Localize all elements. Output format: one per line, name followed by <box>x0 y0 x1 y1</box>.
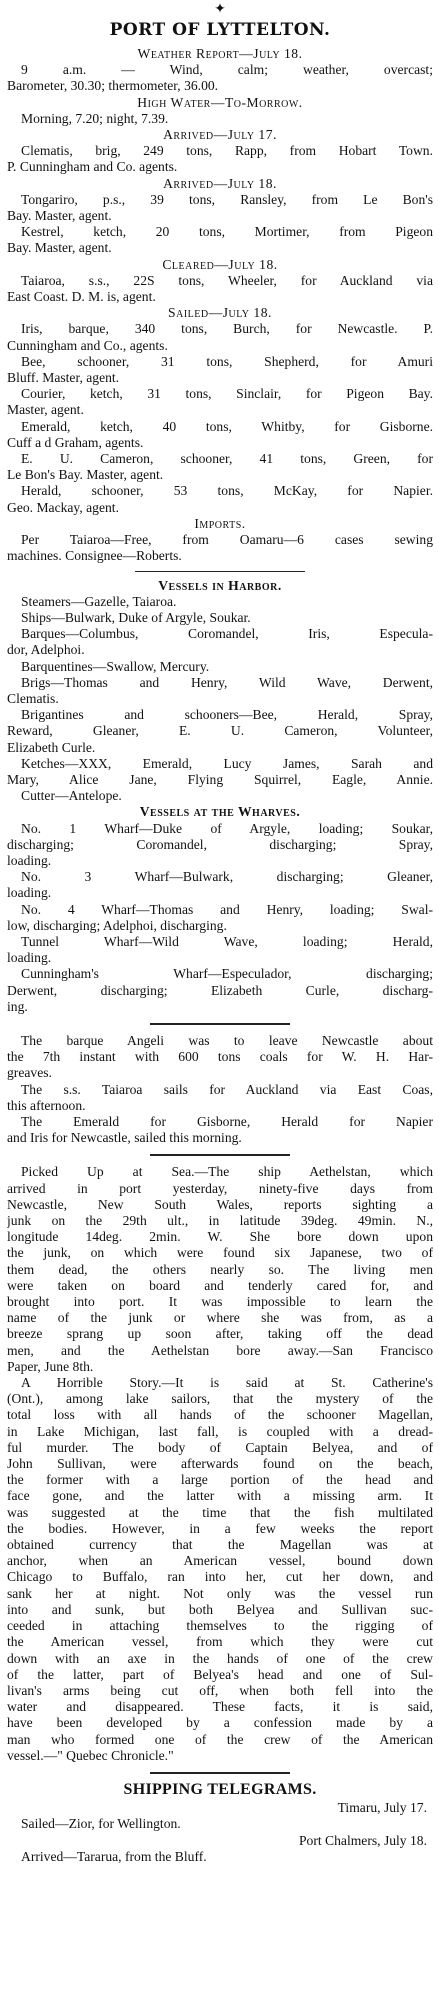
text-line: loading. <box>7 852 52 868</box>
text-line: the American vessel, from which they were cut <box>7 1634 433 1650</box>
text-line: ceeded in attaching themselves to the rigging of <box>7 1618 433 1634</box>
text-line: Cunningham's Wharf—Especulador, discharging; <box>21 966 433 982</box>
divider <box>135 571 305 572</box>
divider <box>150 1023 290 1025</box>
text-line: water and disappeared. These facts, it is said, <box>7 1699 433 1715</box>
text-line: Elizabeth Curle. <box>7 739 96 755</box>
text-line: E. U. Cameron, schooner, 41 tons, Green, for <box>21 451 433 467</box>
text-line: Derwent, discharging; Elizabeth Curle, discharg- <box>7 982 433 998</box>
text-line: anchor, when an American vessel, bound down <box>7 1553 433 1569</box>
text-line: sank her at night. Not only was the vessel run <box>7 1585 433 1601</box>
text-line: loading. <box>7 885 52 901</box>
text-line: East Coast. D. M. is, agent. <box>7 289 156 305</box>
text-line: total loss with all hands of the schooner Magellan, <box>7 1407 433 1423</box>
text-line: obtained currency that the Magellan was at <box>7 1537 433 1553</box>
text-line: (Ont.), among lake sailors, that the mystery of the <box>7 1391 433 1407</box>
text-line: face gone, and the latter with a missing arm. It <box>7 1488 433 1504</box>
sea-news-block <box>7 1164 433 1764</box>
text-line: man who formed one of the crew of the American <box>7 1731 433 1747</box>
text-line: Arrived—Tararua, from the Bluff. <box>21 1848 207 1864</box>
section-heading-vessels-at-wharves: Vessels at the Wharves. <box>139 804 301 820</box>
text-line: Bee, schooner, 31 tons, Shepherd, for Amuri <box>21 353 433 369</box>
text-line: the junk, on which were found six Japanese, two of <box>7 1245 433 1261</box>
text-line: John Sullivan, were afterwards found on the beach, <box>7 1456 433 1472</box>
text-line: breeze sprang up soon after, taking off the dead <box>7 1326 433 1342</box>
page-title: PORT OF LYTTELTON. <box>109 20 331 40</box>
ornament-icon: ✦ <box>214 1 226 17</box>
section-heading-arrived: Arrived—July 17. <box>163 127 277 143</box>
weather-block <box>7 62 433 94</box>
text-line: Bay. Master, agent. <box>7 240 112 256</box>
text-line: Le Bon's Bay. Master, agent. <box>7 467 164 483</box>
text-line: Chicago to Buffalo, ran into her, cut her down, and <box>7 1569 433 1585</box>
text-line: them dead, the others nearly so. The living men <box>7 1261 433 1277</box>
text-line: No. 3 Wharf—Bulwark, discharging; Gleaner, <box>21 869 433 885</box>
text-line: Paper, June 8th. <box>7 1358 94 1374</box>
text-line: greaves. <box>7 1065 52 1081</box>
text-line: brought into port. It was impossible to learn the <box>7 1294 433 1310</box>
text-line: longitude 14deg. 2min. W. She bore down upon <box>7 1229 433 1245</box>
text-line: Emerald, ketch, 40 tons, Whitby, for Gisborne. <box>21 418 433 434</box>
telegram-dateline-timaru: Timaru, July 17. <box>337 1800 427 1816</box>
text-line: Bay. Master, agent. <box>7 208 112 224</box>
text-line: Mary, Alice Jane, Flying Squirrel, Eagle, Annie. <box>7 771 433 787</box>
text-line: this afternoon. <box>7 1097 86 1113</box>
text-line: vessel.—" Quebec Chronicle." <box>7 1747 174 1763</box>
text-line: Newcastle, New South Wales, reports sighting a <box>7 1196 433 1212</box>
text-line: Per Taiaroa—Free, from Oamaru—6 cases sewing <box>21 532 433 548</box>
text-line: into and sunk, but both Belyea and Sullivan suc- <box>7 1601 433 1617</box>
text-line: in Lake Michigan, last fall, is coupled with a dread- <box>7 1423 433 1439</box>
text-line: Bluff. Master, agent. <box>7 370 120 386</box>
text-line: dor, Adelphoi. <box>7 642 85 658</box>
text-line: Picked Up at Sea.—The ship Aethelstan, which <box>21 1164 433 1180</box>
text-line: down with an axe in the hands of one of the crew <box>7 1650 433 1666</box>
text-line: was suggested at the time that the fish multilated <box>7 1504 433 1520</box>
text-line: Brigantines and schooners—Bee, Herald, Spray, <box>21 707 433 723</box>
text-line: Barques—Columbus, Coromandel, Iris, Especula- <box>21 626 433 642</box>
text-line: 9 a.m. — Wind, calm; weather, overcast; <box>21 62 433 78</box>
article-body <box>7 46 433 1865</box>
text-line: Barometer, 30.30; thermometer, 36.00. <box>7 78 219 94</box>
text-line: Cuff a d Graham, agents. <box>7 434 144 450</box>
text-line: junk on the 29th ult., in latitude 39deg. 49min. N., <box>7 1213 433 1229</box>
text-line: Kestrel, ketch, 20 tons, Mortimer, from Pigeon <box>21 224 433 240</box>
text-line: No. 4 Wharf—Thomas and Henry, loading; Swal- <box>21 901 433 917</box>
section-heading-vessels-in-harbor: Vessels in Harbor. <box>158 577 282 593</box>
text-line: livan's arms being cut off, when both fell into the <box>7 1682 433 1698</box>
text-line: Cunningham and Co., agents. <box>7 337 168 353</box>
text-line: have been developed by a confession made by a <box>7 1715 433 1731</box>
text-line: Brigs—Thomas and Henry, Wild Wave, Derwent, <box>21 674 433 690</box>
section-heading-cleared: Cleared—July 18. <box>162 256 278 272</box>
text-line: Steamers—Gazelle, Taiaroa. <box>21 593 177 609</box>
text-line: ful murder. The body of Captain Belyea, and of <box>7 1439 433 1455</box>
text-line: the 7th instant with 600 tons coals for W. H. Har- <box>7 1049 433 1065</box>
divider <box>150 1772 290 1774</box>
text-line: Ships—Bulwark, Duke of Argyle, Soukar. <box>21 609 251 625</box>
text-line: machines. Consignee—Roberts. <box>7 548 182 564</box>
text-line: Iris, barque, 340 tons, Burch, for Newcastle. P. <box>21 321 433 337</box>
text-line: Clematis. <box>7 690 59 706</box>
text-line: Tongariro, p.s., 39 tons, Ransley, from Le Bon's <box>21 191 433 207</box>
text-line: Geo. Mackay, agent. <box>7 499 119 515</box>
text-line: The barque Angeli was to leave Newcastle about <box>21 1032 433 1048</box>
text-line: Barquentines—Swallow, Mercury. <box>21 658 210 674</box>
text-line: P. Cunningham and Co. agents. <box>7 159 178 175</box>
section-heading-shipping-telegrams: SHIPPING TELEGRAMS. <box>123 1780 317 1798</box>
text-line: discharging; Coromandel, discharging; Spray, <box>7 836 433 852</box>
text-line: Tunnel Wharf—Wild Wave, loading; Herald, <box>21 933 433 949</box>
section-heading-arrived: Arrived—July 18. <box>163 175 277 191</box>
text-line: the former with a large portion of the head and <box>7 1472 433 1488</box>
section-heading-high-water: High Water—To-Morrow. <box>137 94 303 110</box>
text-line: Courier, ketch, 31 tons, Sinclair, for Pigeon Bay. <box>21 386 433 402</box>
text-line: loading. <box>7 950 52 966</box>
text-line: Ketches—XXX, Emerald, Lucy James, Sarah and <box>21 755 433 771</box>
text-line: ing. <box>7 998 28 1014</box>
text-line: The Emerald for Gisborne, Herald for Napier <box>21 1114 433 1129</box>
text-line: Herald, schooner, 53 tons, McKay, for Napier. <box>21 483 433 499</box>
text-line: Clematis, brig, 249 tons, Rapp, from Hobart Town. <box>21 143 433 159</box>
text-line: Master, agent. <box>7 402 84 418</box>
text-line: The s.s. Taiaroa sails for Auckland via East Coas, <box>21 1081 433 1097</box>
section-heading-weather: Weather Report—July 18. <box>137 46 303 61</box>
telegram-dateline-port-chalmers: Port Chalmers, July 18. <box>298 1832 427 1848</box>
text-line: the bodies. However, in a few weeks the report <box>7 1520 433 1536</box>
text-line: Morning, 7.20; night, 7.39. <box>21 110 169 126</box>
text-line: Cutter—Antelope. <box>21 788 122 804</box>
text-line: low, discharging; Adelphoi, discharging. <box>7 917 227 933</box>
text-line: Reward, Gleaner, E. U. Cameron, Volunteer, <box>7 723 433 739</box>
text-line: men, and the Aethelstan bore away.—San Francisco <box>7 1342 433 1358</box>
text-line: arrived in port yesterday, ninety-five days from <box>7 1180 433 1196</box>
text-line: and Iris for Newcastle, sailed this morning. <box>7 1130 242 1146</box>
text-line: A Horrible Story.—It is said at St. Catherine's <box>21 1375 433 1391</box>
text-line: were taken on board and tenderly cared for, and <box>7 1277 433 1293</box>
text-line: Taiaroa, s.s., 22S tons, Wheeler, for Auckland via <box>21 272 433 288</box>
divider <box>150 1154 290 1156</box>
text-line: Sailed—Zior, for Wellington. <box>21 1816 181 1832</box>
section-heading-sailed: Sailed—July 18. <box>168 305 272 321</box>
text-line: of the latter, part of Belyea's head and one of Sul- <box>7 1666 433 1682</box>
section-heading-imports: Imports. <box>194 515 246 531</box>
text-line: No. 1 Wharf—Duke of Argyle, loading; Soukar, <box>21 820 433 836</box>
text-line: name of the junk or where she was from, as a <box>7 1310 433 1326</box>
